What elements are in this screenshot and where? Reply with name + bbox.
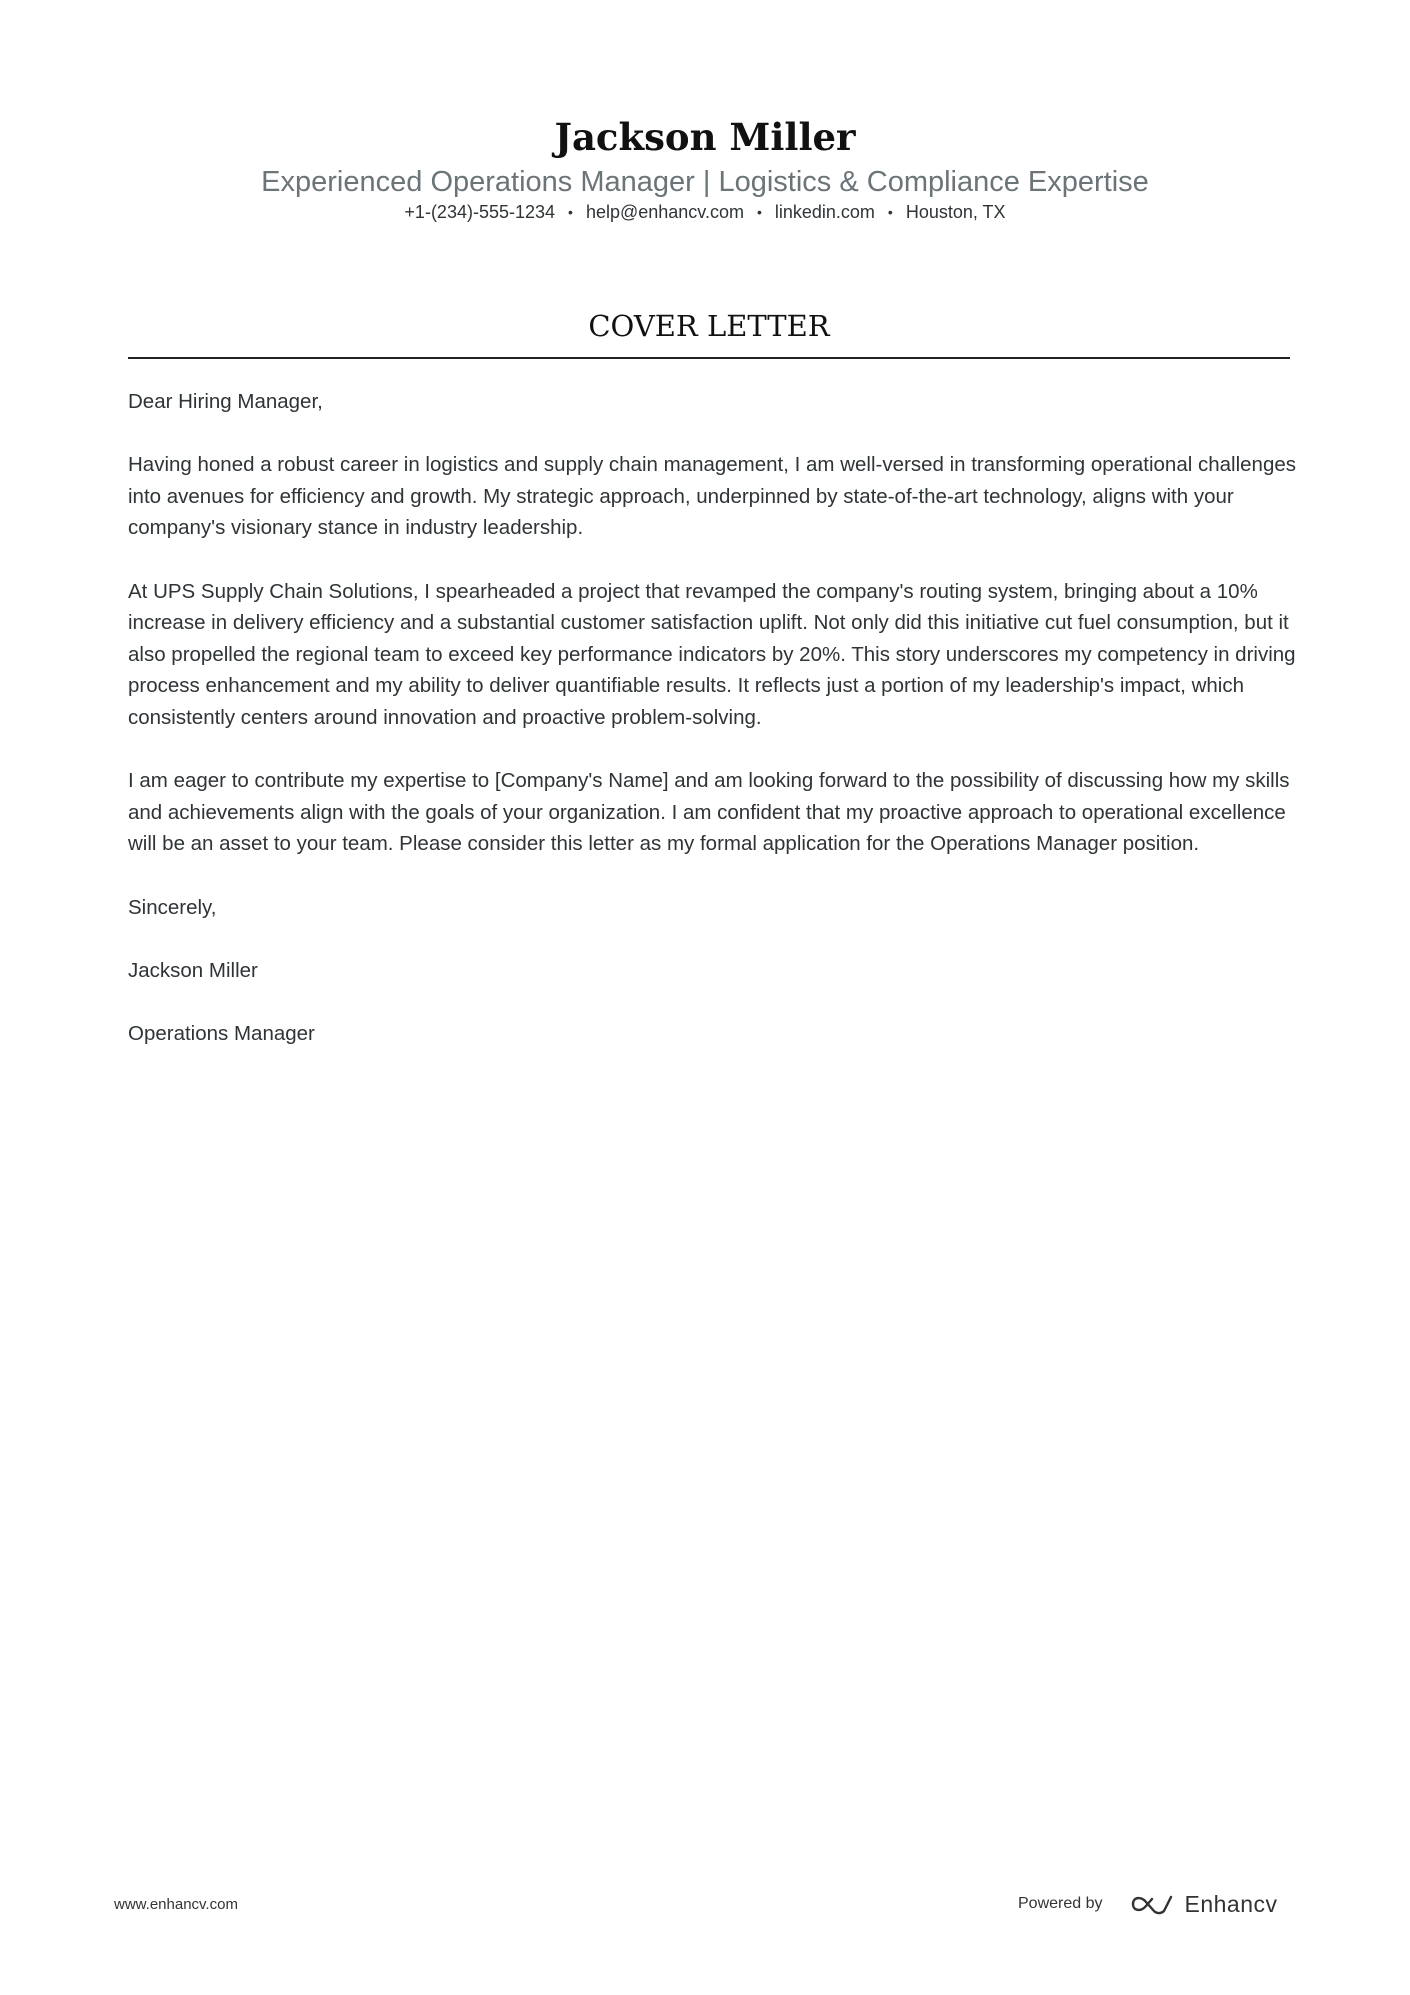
candidate-headline: Experienced Operations Manager | Logistics & Compliance Expertise	[261, 166, 1149, 198]
header	[0, 112, 1410, 224]
signature-title: Operations Manager	[128, 1021, 315, 1045]
contact-location: Houston, TX	[905, 202, 1006, 222]
signature-name: Jackson Miller	[128, 958, 258, 982]
contact-separator: •	[756, 204, 762, 220]
contact-email[interactable]: help@enhancv.com	[585, 202, 744, 222]
section-title: COVER LETTER	[588, 309, 830, 343]
contact-line	[0, 200, 1410, 224]
contact-separator: •	[887, 204, 893, 220]
letter-paragraph: I am eager to contribute my expertise to [Company's Name] and am looking forward to the possibility of discussing how my skills and achievements align with the goals of your organization. I am confident that my proactive approach to operational excellence will be an asset to your team. Please consider this letter as my formal application for the Operations Manager position.	[128, 769, 1290, 856]
contact-phone: +1-(234)-555-1234	[404, 202, 556, 222]
enhancv-logo-icon	[1129, 1892, 1175, 1916]
enhancv-logo-text: Enhancv	[1184, 1890, 1278, 1917]
powered-by-label: Powered by	[1018, 1895, 1103, 1912]
footer-website[interactable]: www.enhancv.com	[114, 1896, 238, 1913]
footer-branding	[1018, 1890, 1278, 1918]
letter-greeting: Dear Hiring Manager,	[128, 390, 323, 413]
contact-linkedin[interactable]: linkedin.com	[774, 202, 875, 222]
enhancv-logo[interactable]	[1129, 1891, 1278, 1918]
letter-closing: Sincerely,	[128, 895, 217, 919]
section-divider	[128, 357, 1290, 359]
contact-separator: •	[568, 204, 573, 220]
candidate-name: Jackson Miller	[554, 115, 856, 159]
letter-body	[128, 386, 1298, 1081]
letter-paragraph: Having honed a robust career in logistics and supply chain management, I am well-versed in transforming operational challenges into avenues for efficiency and growth. My strategic approach, underpinned by state-of-the-art technology, aligns with your company's visionary stance in industry leadership.	[128, 453, 1296, 540]
letter-paragraph: At UPS Supply Chain Solutions, I spearheaded a project that revamped the company's routing system, bringing about a 10% increase in delivery efficiency and a substantial customer satisfaction uplift. Not only did this initiative cut fuel consumption, but it also propelled the regional team to exceed key performance indicators by 20%. This story underscores my competency in driving process enhancement and my ability to deliver quantifiable results. It reflects just a portion of my leadership's impact, which consistently centers around innovation and proactive problem-solving.	[128, 579, 1296, 729]
